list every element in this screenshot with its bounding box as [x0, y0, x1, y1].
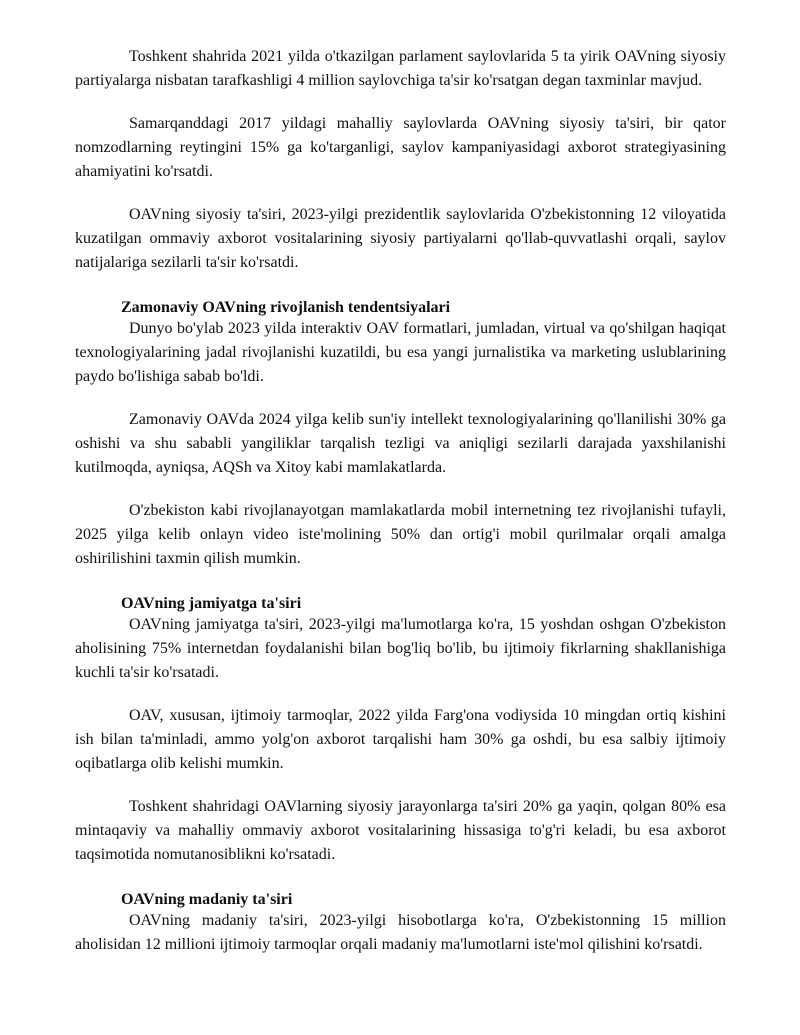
paragraph: OAV, xususan, ijtimoiy tarmoqlar, 2022 yilda Farg'ona vodiysida 10 mingdan ortiq kishini ish bilan ta'minladi, ammo yolg'on axborot tarqalishi ham 30% ga oshdi, bu esa salbiy ijtimoiy oqibatlarga olib kelishi mumkin. — [75, 707, 726, 772]
section-heading: OAVning jamiyatga ta'siri — [121, 595, 302, 612]
paragraph: Toshkent shahridagi OAVlarning siyosiy jarayonlarga ta'siri 20% ga yaqin, qolgan 80% esa mintaqaviy va mahalliy ommaviy axborot vositalarining hissasiga to'g'ri keladi, bu esa axborot taqsimotida nomutanosiblikni ko'rsatadi. — [75, 798, 726, 863]
paragraph: OAVning siyosiy ta'siri, 2023-yilgi prezidentlik saylovlarida O'zbekistonning 12 viloyatida kuzatilgan ommaviy axborot vositalarining siyosiy partiyalarni qo'llab-quvvatlashi orqali, saylov natijalariga sezilarli ta'sir ko'rsatdi. — [75, 206, 726, 271]
section-heading: OAVning madaniy ta'siri — [121, 891, 293, 908]
paragraph: Dunyo bo'ylab 2023 yilda interaktiv OAV formatlari, jumladan, virtual va qo'shilgan haqiqat texnologiyalarining jadal rivojlanishi kuzatildi, bu esa yangi jurnalistika va marketing uslublarining paydo bo'lishiga sabab bo'ldi. — [75, 320, 726, 385]
paragraph: Toshkent shahrida 2021 yilda o'tkazilgan parlament saylovlarida 5 ta yirik OAVning siyosiy partiyalarga nisbatan tarafkashligi 4 million saylovchiga ta'sir ko'rsatgan degan taxminlar mavjud. — [75, 48, 726, 89]
paragraph: Samarqanddagi 2017 yildagi mahalliy saylovlarda OAVning siyosiy ta'siri, bir qator nomzodlarning reytingini 15% ga ko'targanligi, saylov kampaniyasidagi axborot strategiyasining ahamiyatini ko'rsatdi. — [75, 115, 726, 180]
paragraph: OAVning madaniy ta'siri, 2023-yilgi hisobotlarga ko'ra, O'zbekistonning 15 million aholisidan 12 millioni ijtimoiy tarmoqlar orqali madaniy ma'lumotlarni iste'mol qilishini ko'rsatdi. — [75, 912, 726, 953]
paragraph: Zamonaviy OAVda 2024 yilga kelib sun'iy intellekt texnologiyalarining qo'llanilishi 30% ga oshishi va shu sababli yangiliklar tarqalish tezligi va aniqligi sezilarli darajada yaxshilanishi kutilmoqda, ayniqsa, AQSh va Xitoy kabi mamlakatlarda. — [75, 411, 726, 476]
paragraph: OAVning jamiyatga ta'siri, 2023-yilgi ma'lumotlarga ko'ra, 15 yoshdan oshgan O'zbekiston aholisining 75% internetdan foydalanishi bilan bog'liq bo'lib, bu ijtimoiy fikrlarning shakllanishiga kuchli ta'sir ko'rsatadi. — [75, 616, 726, 681]
section-heading: Zamonaviy OAVning rivojlanish tendentsiyalari — [121, 299, 451, 316]
paragraph: O'zbekiston kabi rivojlanayotgan mamlakatlarda mobil internetning tez rivojlanishi tufayli, 2025 yilga kelib onlayn video iste'molining 50% dan ortig'i mobil qurilmalar orqali amalga oshirilishini taxmin qilish mumkin. — [75, 502, 726, 567]
document-body — [75, 45, 726, 957]
